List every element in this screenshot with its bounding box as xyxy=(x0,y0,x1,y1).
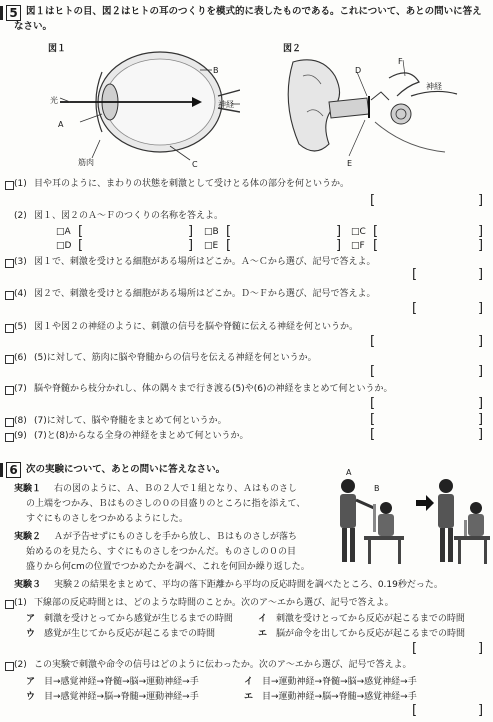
part-f-label: □F xyxy=(351,241,365,251)
q6-intro: 次の実験について、あとの問いに答えなさい。 xyxy=(26,464,226,475)
part-c-label: □C xyxy=(351,227,366,237)
fig1-label-c: C xyxy=(192,160,198,169)
q6-q1-option-i-text: 刺激を受けとってから反応が起こるまでの時間 xyxy=(276,614,465,624)
answer-bracket-right: ] xyxy=(336,238,342,253)
answer-bracket-left: [ xyxy=(78,238,84,253)
checkbox-q5-1[interactable] xyxy=(5,181,14,190)
q6-q2-option-e-text: 目→運動神経→脳→脊髄→感覚神経→手 xyxy=(262,692,417,702)
checkbox-q5-6[interactable] xyxy=(5,355,14,364)
q6-q2-option-e-key: エ xyxy=(244,692,254,702)
part-e-label: □E xyxy=(204,241,219,251)
exp2-line-3: 盛りから何cmの位置でつかめたかを調べ、これを何回か繰り返した。 xyxy=(26,562,310,572)
q5-intro-line2: なさい。 xyxy=(14,21,53,32)
answer-bracket-right: ] xyxy=(478,193,484,208)
fig2-title: 図２ xyxy=(283,44,302,54)
checkbox-q5-9[interactable] xyxy=(5,433,14,442)
exp1-title: 実験１ xyxy=(14,484,42,494)
answer-bracket-right: ] xyxy=(478,641,484,656)
q5-item-2-text: 図１、図２のＡ～Ｆのつくりの名称を答えよ。 xyxy=(34,211,224,221)
q5-item-6-num: (6) xyxy=(14,353,27,363)
q5-item-3-num: (3) xyxy=(14,257,27,267)
section-bar xyxy=(0,6,3,20)
answer-bracket-right: ] xyxy=(478,396,484,411)
q5-item-1-text: 目や耳のように、まわりの状態を刺激として受けとる体の部分を何というか。 xyxy=(34,179,350,189)
q6-q1-option-u-key: ウ xyxy=(26,629,36,639)
fig1-label-nerve: 神経 xyxy=(218,100,234,109)
fig-label-a: A xyxy=(346,468,352,477)
q5-intro-line1: 図１はヒトの目、図２はヒトの耳のつくりを模式的に表したものである。これについて、あとの問いに答え xyxy=(26,6,482,17)
q5-item-1-num: (1) xyxy=(14,179,27,189)
q6-q2-num: (2) xyxy=(14,660,27,670)
answer-bracket-right: ] xyxy=(478,224,484,239)
exp2-title: 実験２ xyxy=(14,532,42,542)
answer-bracket-right: ] xyxy=(478,238,484,253)
checkbox-q6-1[interactable] xyxy=(5,600,14,609)
q6-q2-option-u-key: ウ xyxy=(26,692,36,702)
q5-item-6-text: (5)に対して、筋肉に脳や脊髄からの信号を伝える神経を何というか。 xyxy=(34,353,317,363)
q5-item-9-num: (9) xyxy=(14,431,27,441)
q6-q1-option-a-text: 刺激を受けとってから感覚が生じるまでの時間 xyxy=(44,614,233,624)
q6-q1-option-i-key: イ xyxy=(258,614,268,624)
question-number-6: 6 xyxy=(6,462,21,478)
answer-bracket-right: ] xyxy=(478,334,484,349)
q5-item-4-text: 図２で、刺激を受けとる細胞がある場所はどこか。Ｄ～Ｆから選び、記号で答えよ。 xyxy=(34,289,376,299)
q6-q1-option-e-key: エ xyxy=(258,629,268,639)
q6-q2-option-i-key: イ xyxy=(244,677,254,687)
answer-bracket-left: [ xyxy=(373,224,379,239)
exp1-line-3: すぐにものさしをつかめるようにした。 xyxy=(26,514,189,524)
exp1-line-1: 右の図のように、Ａ、Ｂの２人で１組となり、Ａはものさし xyxy=(54,484,298,494)
q5-item-8-text: (7)に対して、脳や脊髄をまとめて何というか。 xyxy=(34,416,227,426)
checkbox-q5-4[interactable] xyxy=(5,291,14,300)
q5-item-8-num: (8) xyxy=(14,416,27,426)
answer-bracket-right: ] xyxy=(188,224,194,239)
fig2-label-d: D xyxy=(355,66,362,75)
answer-bracket-left: [ xyxy=(370,193,376,208)
part-a-label: □A xyxy=(56,227,71,237)
answer-bracket-left: [ xyxy=(412,301,418,316)
answer-bracket-left: [ xyxy=(412,703,418,718)
exp2-line-2: 始めるのを見たら、すぐにものさしをつかんだ。ものさしの０の目 xyxy=(26,547,297,557)
exp1-line-2: の上端をつかみ、Ｂはものさしの０の目盛りのところに指を添えて、 xyxy=(26,499,306,509)
answer-bracket-left: [ xyxy=(226,224,232,239)
answer-bracket-right: ] xyxy=(188,238,194,253)
answer-bracket-right: ] xyxy=(478,364,484,379)
exp3-text: 実験２の結果をまとめて、平均の落下距離から平均の反応時間を調べたところ、0.19秒だった。 xyxy=(54,580,443,590)
part-b-label: □B xyxy=(204,227,219,237)
checkbox-q6-2[interactable] xyxy=(5,662,14,671)
answer-bracket-left: [ xyxy=(370,334,376,349)
q6-q2-option-a-key: ア xyxy=(26,677,36,687)
q6-q1-num: (1) xyxy=(14,598,27,608)
answer-bracket-left: [ xyxy=(370,396,376,411)
answer-bracket-right: ] xyxy=(478,301,484,316)
q6-q1-text: 下線部の反応時間とは、どのような時間のことか。次のア～エから選び、記号で答えよ。 xyxy=(34,598,394,608)
q6-q2-option-a-text: 目→感覚神経→脊髄→脳→運動神経→手 xyxy=(44,677,199,687)
answer-bracket-right: ] xyxy=(478,267,484,282)
answer-bracket-left: [ xyxy=(373,238,379,253)
answer-bracket-left: [ xyxy=(370,412,376,427)
answer-bracket-right: ] xyxy=(478,427,484,442)
fig2-label-e: E xyxy=(347,159,353,168)
fig1-title: 図１ xyxy=(48,44,67,54)
checkbox-q5-5[interactable] xyxy=(5,324,14,333)
answer-bracket-right: ] xyxy=(478,703,484,718)
q5-item-5-text: 図１や図２の神経のように、刺激の信号を脳や脊髄に伝える神経を何というか。 xyxy=(34,322,359,332)
answer-bracket-right: ] xyxy=(478,412,484,427)
reaction-experiment-illustration xyxy=(330,474,490,574)
q6-q1-option-u-text: 感覚が生じてから反応が起こるまでの時間 xyxy=(44,629,216,639)
part-d-label: □D xyxy=(56,241,72,251)
q6-q2-text: この実験で刺激や命令の信号はどのように伝わったか。次のア～エから選び、記号で答えよ。 xyxy=(34,660,412,670)
exp3-title: 実験３ xyxy=(14,580,42,590)
fig1-label-muscle: 筋肉 xyxy=(78,158,94,167)
q5-item-2-num: (2) xyxy=(14,211,27,221)
q5-item-4-num: (4) xyxy=(14,289,27,299)
q5-item-9-text: (7)と(8)からなる全身の神経をまとめて何というか。 xyxy=(34,431,249,441)
q6-q1-option-a-key: ア xyxy=(26,614,36,624)
section-bar xyxy=(0,463,3,477)
exp2-line-1: Ａが予告せずにものさしを手から放し、Ｂはものさしが落ち xyxy=(54,532,298,542)
q5-item-7-num: (7) xyxy=(14,384,27,394)
fig2-label-f: F xyxy=(398,57,403,66)
fig1-label-light: 光 xyxy=(50,96,58,105)
fig1-label-b: B xyxy=(213,66,219,75)
q5-item-3-text: 図１で、刺激を受けとる細胞がある場所はどこか。Ａ～Ｃから選び、記号で答えよ。 xyxy=(34,257,376,267)
checkbox-q5-3[interactable] xyxy=(5,259,14,268)
checkbox-q5-8[interactable] xyxy=(5,418,14,427)
checkbox-q5-7[interactable] xyxy=(5,386,14,395)
answer-bracket-left: [ xyxy=(370,427,376,442)
answer-bracket-right: ] xyxy=(336,224,342,239)
q6-q2-option-u-text: 目→感覚神経→脳→脊髄→運動神経→手 xyxy=(44,692,199,702)
answer-bracket-left: [ xyxy=(78,224,84,239)
q5-item-5-num: (5) xyxy=(14,322,27,332)
eye-diagram xyxy=(40,50,240,170)
fig1-label-a: A xyxy=(58,120,64,129)
answer-bracket-left: [ xyxy=(412,641,418,656)
answer-bracket-left: [ xyxy=(226,238,232,253)
fig-label-b: B xyxy=(374,484,380,493)
q6-q2-option-i-text: 目→運動神経→脊髄→脳→感覚神経→手 xyxy=(262,677,417,687)
q6-q1-option-e-text: 脳が命令を出してから反応が起こるまでの時間 xyxy=(276,629,466,639)
fig2-label-nerve: 神経 xyxy=(426,82,442,91)
answer-bracket-left: [ xyxy=(412,267,418,282)
q5-item-7-text: 脳や脊髄から枝分かれし、体の隅々まで行き渡る(5)や(6)の神経をまとめて何というか。 xyxy=(34,384,393,394)
answer-bracket-left: [ xyxy=(370,364,376,379)
question-number-5: 5 xyxy=(6,5,21,21)
ear-diagram xyxy=(285,52,465,162)
